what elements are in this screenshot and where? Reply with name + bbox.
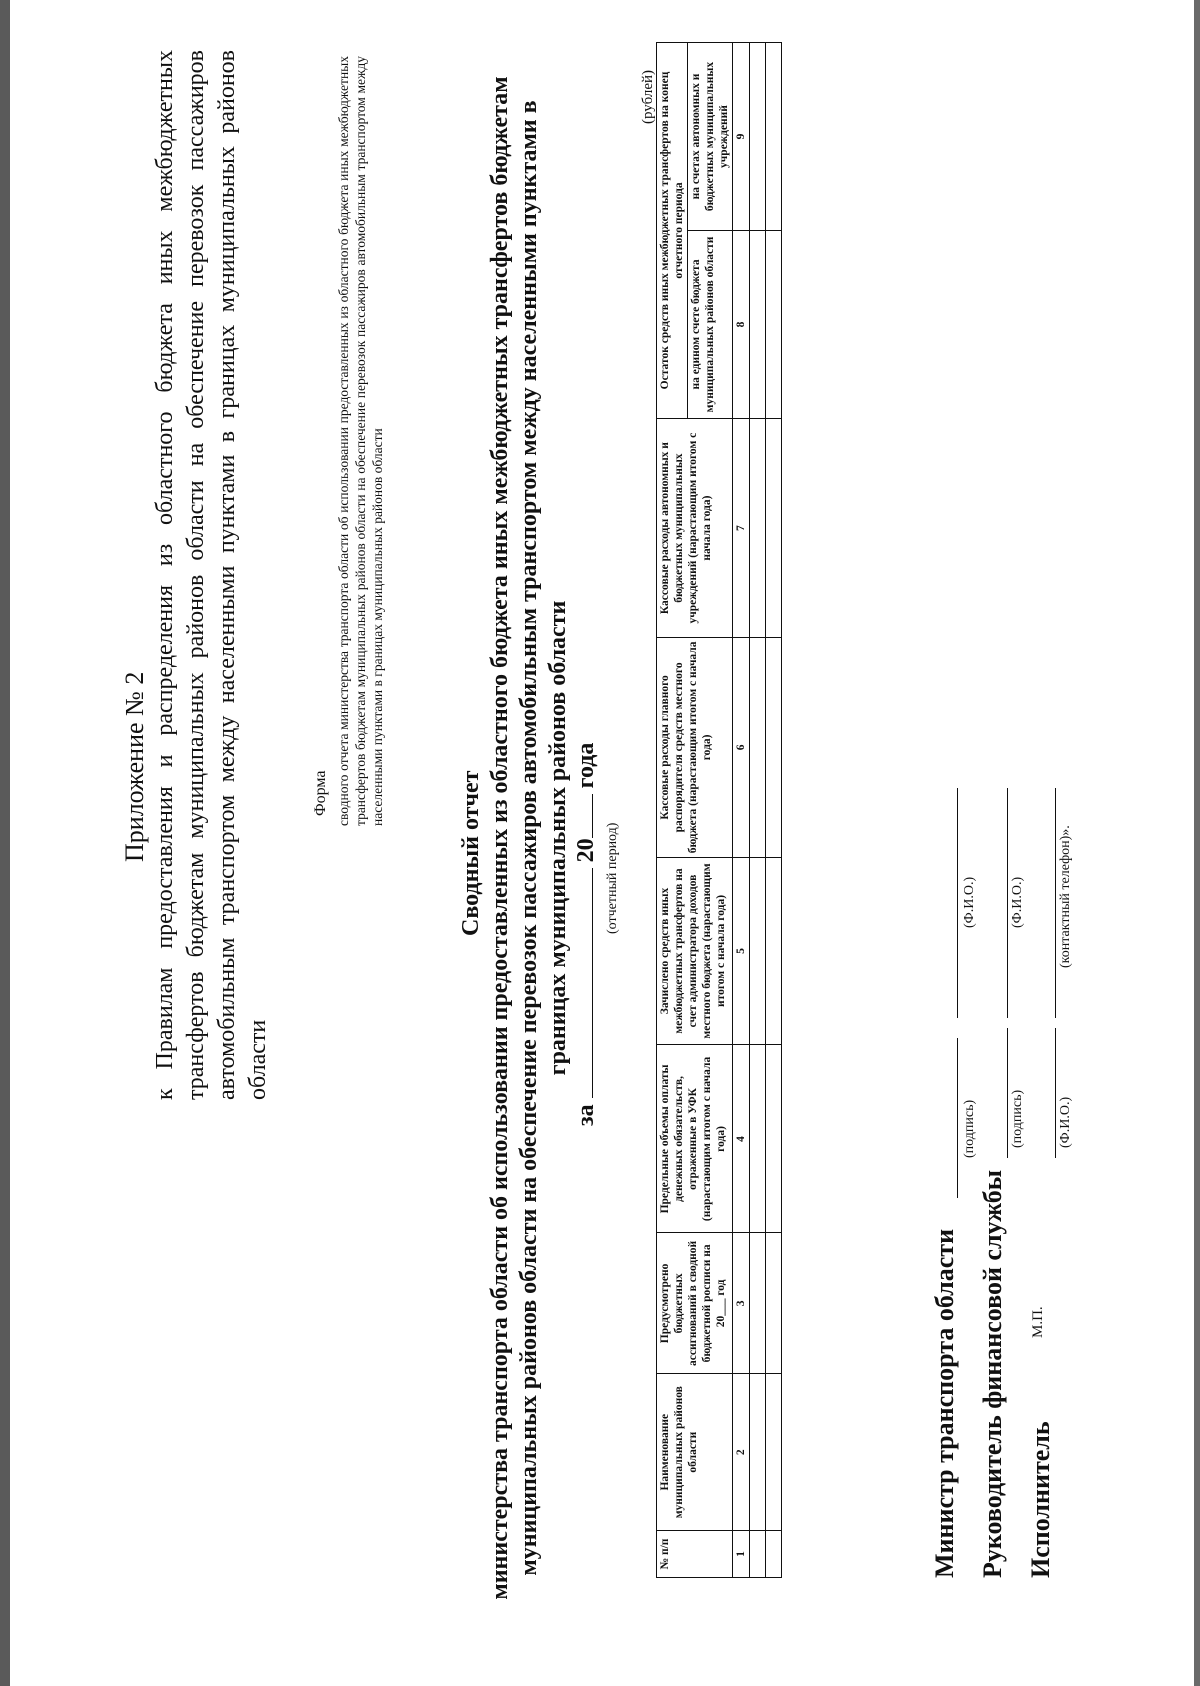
header-cash-institutions: Кассовые расходы автономных и бюджетных муниципальных учреждений (нарастающим итогом с начала года) <box>657 418 733 637</box>
executor-phone-caption: (контактный телефон)». <box>1058 825 1073 968</box>
table-cell <box>750 1045 766 1233</box>
col-number: 9 <box>733 43 750 231</box>
header-balance-institutions: на счетах автономных и бюджетных муниципальных учреждений <box>688 43 733 231</box>
table-cell <box>766 231 782 419</box>
header-number: № п/п <box>657 1531 733 1578</box>
finance-sign-caption: (подпись) <box>1010 1089 1025 1148</box>
col-number: 5 <box>733 857 750 1045</box>
col-number: 6 <box>733 638 750 857</box>
minister-sign-caption: (подпись) <box>962 1099 977 1158</box>
period-prefix: за <box>573 1104 599 1126</box>
col-number: 7 <box>733 418 750 637</box>
table-row <box>766 43 782 1578</box>
appendix-body: к Правилам предоставления и распределения из областного бюджета иных межбюджетных трансфертов бюджетам муниципальных районов области на обеспечение перевозок пассажиров автомобильным транспортом между населенными пунктами в границах муниципальных районов области <box>152 50 271 1100</box>
table-cell <box>766 1531 782 1578</box>
table-row <box>733 43 750 1578</box>
table-cell <box>750 418 766 637</box>
col-number: 2 <box>733 1374 750 1531</box>
executor-label: Исполнитель <box>1026 1421 1055 1578</box>
report-table <box>656 42 782 1578</box>
finance-sign-line <box>1006 1028 1008 1158</box>
table-row <box>750 43 766 1578</box>
finance-head-label: Руководитель финансовой службы <box>978 1169 1007 1578</box>
executor-fio-line <box>1054 1028 1056 1158</box>
table-cell <box>750 231 766 419</box>
stamp-label: М.П. <box>1030 1306 1046 1338</box>
header-credited: Зачислено средств иных межбюджетных трансфертов на счет администратора доходов местного бюджета (нарастающим итогом с начала года) <box>657 857 733 1045</box>
table-cell <box>750 1233 766 1374</box>
col-number: 8 <box>733 231 750 419</box>
executor-phone-line <box>1054 788 1056 1018</box>
header-balance-single: на едином счете бюджета муниципальных районов области <box>688 231 733 419</box>
table-cell <box>750 638 766 857</box>
period-year-blank <box>572 794 593 838</box>
minister-label: Министр транспорта области <box>930 1228 959 1578</box>
table-cell <box>766 1374 782 1531</box>
finance-fio-caption: (Ф.И.О.) <box>1010 876 1025 928</box>
table-cell <box>766 43 782 231</box>
period-year-suffix: года <box>573 742 599 789</box>
table-cell <box>750 857 766 1045</box>
form-label: Форма <box>312 770 329 816</box>
table-cell <box>766 418 782 637</box>
table-cell <box>750 1531 766 1578</box>
table-cell <box>766 857 782 1045</box>
appendix-title: Приложение № 2 <box>120 671 149 862</box>
header-balance: Остаток средств иных межбюджетных трансфертов на конец отчетного периода <box>657 43 688 419</box>
minister-fio-caption: (Ф.И.О.) <box>962 876 977 928</box>
report-title: Сводный отчет <box>458 770 484 936</box>
table-cell <box>766 1233 782 1374</box>
header-district: Наименование муниципальных районов области <box>657 1374 733 1531</box>
minister-sign-line <box>956 1038 958 1198</box>
header-cash-main: Кассовые расходы главного распорядителя средств местного бюджета (нарастающим итогом с начала года) <box>657 638 733 857</box>
minister-fio-line <box>956 788 958 1018</box>
header-payment-limits: Предельные объемы оплаты денежных обязательств, отраженные в УФК (нарастающим итогом с начала года) <box>657 1045 733 1233</box>
col-number: 4 <box>733 1045 750 1233</box>
table-cell <box>766 638 782 857</box>
header-allocated: Предусмотрено бюджетных ассигнований в сводной бюджетной росписи на 20___ год <box>657 1233 733 1374</box>
form-body: сводного отчета министерства транспорта области об использовании предоставленных из областного бюджета иных межбюджетных трансфертов бюджетам муниципальных районов области на обеспечение перевозок пассажиров автомобильным транспортом между населенными пунктами в границах муниципальных районов области <box>336 56 385 826</box>
col-number: 3 <box>733 1233 750 1374</box>
executor-fio-caption: (Ф.И.О.) <box>1058 1096 1073 1148</box>
period-blank <box>572 868 593 1098</box>
period-line <box>572 743 600 1126</box>
table-cell <box>750 1374 766 1531</box>
currency-note: (рублей) <box>640 69 656 124</box>
period-year-prefix: 20 <box>573 838 599 863</box>
report-subtitle: министерства транспорта области об использовании предоставленных из областного бюджета иных межбюджетных трансфертов бюджетам муниципальных районов области на обеспечение перевозок пассажиров автомобильным транспортом между населенными пунктами в границах муниципальных районов области <box>487 76 571 1600</box>
period-caption: (отчетный период) <box>605 822 620 934</box>
col-number: 1 <box>733 1531 750 1578</box>
finance-fio-line <box>1006 788 1008 1018</box>
table-cell <box>766 1045 782 1233</box>
table-cell <box>750 43 766 231</box>
